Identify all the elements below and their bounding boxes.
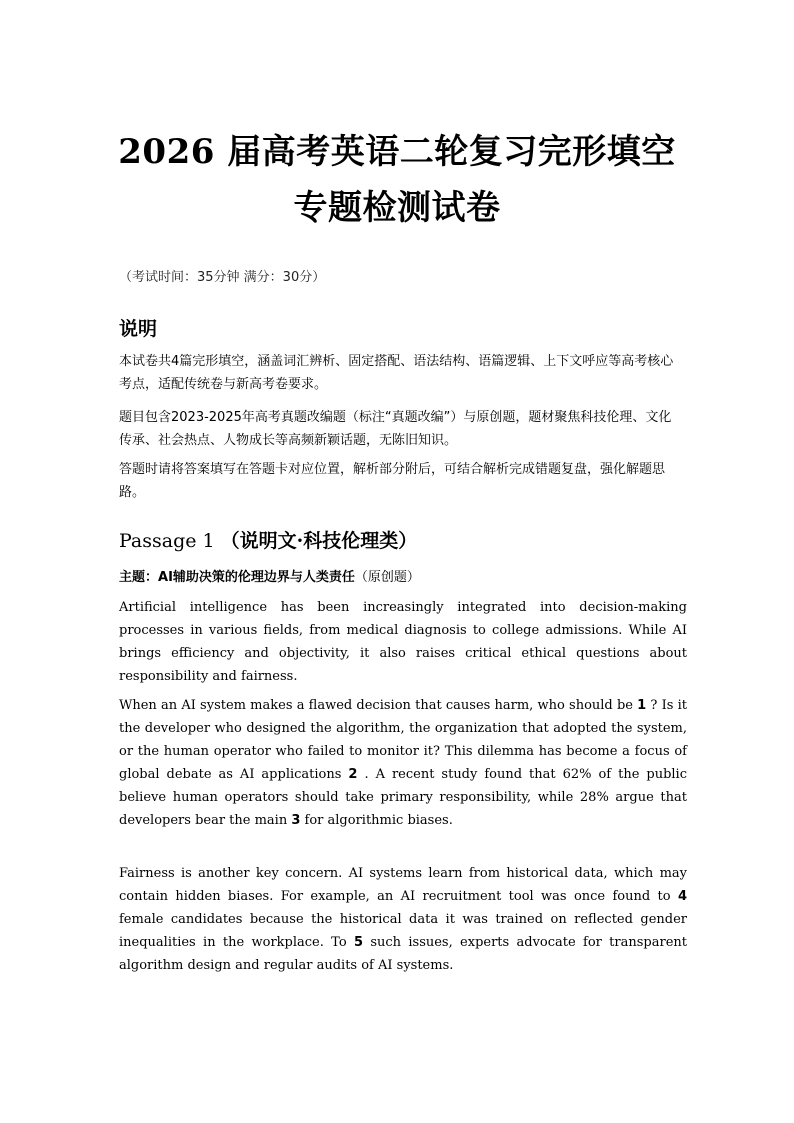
passage-paragraph bbox=[119, 862, 687, 977]
topic-text: AI辅助决策的伦理边界与人类责任 bbox=[158, 570, 355, 585]
passage-topic bbox=[119, 566, 420, 585]
paragraph-text: female candidates because the historical data it was trained on reflected gender inequalities in the workplace. To bbox=[119, 912, 687, 950]
blank-number: 3 bbox=[291, 813, 301, 828]
passage-paragraph: Artificial intelligence has been increasingly integrated into decision-making processes in various fields, from medical diagnosis to college admissions. While AI brings efficiency and objectivity, it also raises critical ethical questions about responsibility and fairness. bbox=[119, 600, 687, 684]
paragraph-text: Fairness is another key concern. AI systems learn from historical data, which may contain hidden biases. For example, an AI recruitment tool was once found to bbox=[119, 866, 687, 904]
topic-label: 主题： bbox=[119, 570, 159, 585]
instruction-paragraph: 答题时请将答案填写在答题卡对应位置，解析部分附后，可结合解析完成错题复盘，强化解题思路。 bbox=[119, 462, 666, 500]
paragraph-text: for algorithmic biases. bbox=[300, 813, 453, 828]
passage-heading-en: Passage 1 bbox=[119, 530, 215, 552]
instruction-paragraph: 题目包含2023-2025年高考真题改编题（标注“真题改编”）与原创题，题材聚焦科技伦理、文化传承、社会热点、人物成长等高频新颖话题，无陈旧知识。 bbox=[119, 410, 672, 448]
passage-heading bbox=[119, 526, 417, 553]
document-title-line1: 2026 届高考英语二轮复习完形填空 bbox=[118, 132, 676, 172]
section-heading-instructions: 说明 bbox=[119, 318, 158, 340]
blank-number: 5 bbox=[354, 935, 364, 950]
blank-number: 1 bbox=[637, 698, 647, 713]
paragraph-text: When an AI system makes a flawed decision that causes harm, who should be bbox=[119, 698, 638, 713]
passage-paragraph bbox=[119, 694, 687, 832]
document-title-line2: 专题检测试卷 bbox=[293, 188, 501, 228]
paragraph-text: ? Is it the developer who designed the algorithm, the organization that adopted the system, or the human operator who failed to monitor it? This dilemma has become a focus of global debate as AI applications bbox=[119, 698, 687, 782]
blank-number: 4 bbox=[677, 889, 687, 904]
passage-heading-cn: （说明文·科技伦理类） bbox=[220, 530, 418, 552]
blank-number: 2 bbox=[348, 767, 358, 782]
paragraph-text: . A recent study found that 62% of the public believe human operators should take primary responsibility, while 28% argue that developers bear the main bbox=[119, 767, 687, 828]
paragraph-text: such issues, experts advocate for transparent algorithm design and regular audits of AI systems. bbox=[119, 935, 687, 973]
exam-info: （考试时间：35分钟 满分：30分） bbox=[119, 270, 326, 285]
instruction-paragraph: 本试卷共4篇完形填空，涵盖词汇辨析、固定搭配、语法结构、语篇逻辑、上下文呼应等高考核心考点，适配传统卷与新高考卷要求。 bbox=[119, 354, 674, 392]
topic-note: （原创题） bbox=[354, 570, 420, 585]
